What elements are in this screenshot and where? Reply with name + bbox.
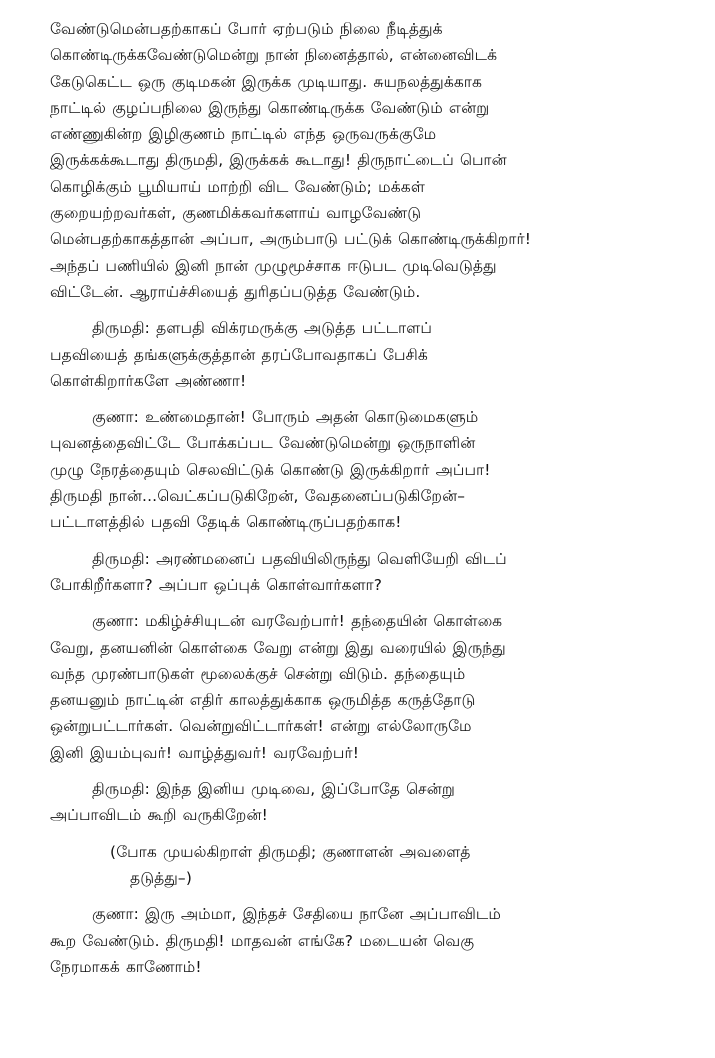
paragraph-2 bbox=[50, 315, 675, 394]
text-line: கேடுகெட்ட ஒரு குடிமகன் இருக்க முடியாது. சுயநலத்துக்காக bbox=[50, 72, 483, 91]
text-line: தடுத்து–) bbox=[130, 868, 193, 887]
text-line: ஒன்றுபட்டார்கள். வென்றுவிட்டார்கள்! என்று எல்லோருமே bbox=[50, 717, 472, 736]
text-line: திருமதி: தளபதி விக்ரமருக்கு அடுத்த பட்டாளப் bbox=[92, 319, 433, 338]
text-line: தனயனும் நாட்டின் எதிர் காலத்துக்காக ஒருமித்த கருத்தோடு bbox=[50, 691, 476, 710]
paragraph-3 bbox=[50, 404, 675, 535]
text-line: திருமதி: இந்த இனிய முடிவை, இப்போதே சென்று bbox=[92, 780, 455, 799]
text-line: வந்த முரண்பாடுகள் மூலைக்குச் சென்று விடும். தந்தையும் bbox=[50, 664, 466, 683]
text-line: போகிறீர்களா? அப்பா ஒப்புக் கொள்வார்களா? bbox=[50, 575, 383, 594]
text-line: கொள்கிறார்களே அண்ணா! bbox=[50, 371, 247, 390]
text-line: குணா: மகிழ்ச்சியுடன் வரவேற்பார்! தந்தையின் கொள்கை bbox=[92, 612, 503, 631]
text-line: குணா: உண்மைதான்! போரும் அதன் கொடுமைகளும் bbox=[92, 408, 479, 427]
text-line: அப்பாவிடம் கூறி வருகிறேன்! bbox=[50, 806, 268, 825]
text-line: திருமதி நான்...வெட்கப்படுகிறேன், வேதனைப்படுகிறேன்– bbox=[50, 487, 466, 506]
text-line: அந்தப் பணியில் இனி நான் முழுமூச்சாக ஈடுபட முடிவெடுத்து bbox=[50, 256, 497, 275]
text-line: கொழிக்கும் பூமியாய் மாற்றி விட வேண்டும்; மக்கள் bbox=[50, 177, 425, 196]
text-line: (போக முயல்கிறாள் திருமதி; குணாளன் அவளைத் bbox=[110, 842, 471, 861]
text-line: விட்டேன். ஆராய்ச்சியைத் துரிதப்படுத்த வேண்டும். bbox=[50, 282, 421, 301]
paragraph-5 bbox=[50, 608, 675, 766]
paragraph-1 bbox=[50, 16, 675, 305]
text-line: இனி இயம்புவர்! வாழ்த்துவர்! வரவேற்பர்! bbox=[50, 743, 360, 762]
stage-direction bbox=[50, 839, 675, 892]
paragraph-4 bbox=[50, 546, 675, 599]
paragraph-6 bbox=[50, 776, 675, 829]
text-line: வேறு, தனயனின் கொள்கை வேறு என்று இது வரையில் இருந்து bbox=[50, 638, 506, 657]
text-line: முழு நேரத்தையும் செலவிட்டுக் கொண்டு இருக்கிறார் அப்பா! bbox=[50, 460, 491, 479]
text-line: கொண்டிருக்கவேண்டுமென்று நான் நினைத்தால், என்னைவிடக் bbox=[50, 46, 498, 65]
text-line: மென்பதற்காகத்தான் அப்பா, அரும்பாடு பட்டுக் கொண்டிருக்கிறார்! bbox=[50, 230, 532, 249]
text-line: கூற வேண்டும். திருமதி! மாதவன் எங்கே? மடையன் வெகு bbox=[50, 931, 475, 950]
text-line: திருமதி: அரண்மனைப் பதவியிலிருந்து வெளியேறி விடப் bbox=[92, 549, 507, 568]
text-line: பதவியைத் தங்களுக்குத்தான் தரப்போவதாகப் பேசிக் bbox=[50, 345, 428, 364]
paragraph-8 bbox=[50, 901, 675, 980]
text-line: குறையற்றவர்கள், குணமிக்கவர்களாய் வாழவேண்டு bbox=[50, 204, 422, 223]
text-line: நாட்டில் குழப்பநிலை இருந்து கொண்டிருக்க வேண்டும் என்று bbox=[50, 98, 490, 117]
text-line: புவனத்தைவிட்டே போக்கப்பட வேண்டுமென்று ஒருநாளின் bbox=[50, 434, 476, 453]
text-line: இருக்கக்கூடாது திருமதி, இருக்கக் கூடாது! திருநாட்டைப் பொன் bbox=[50, 151, 507, 170]
text-line: பட்டாளத்தில் பதவி தேடிக் கொண்டிருப்பதற்காக! bbox=[50, 513, 402, 532]
text-line: நேரமாகக் காணோம்! bbox=[50, 957, 202, 976]
text-line: எண்ணுகின்ற இழிகுணம் நாட்டில் எந்த ஒருவருக்குமே bbox=[50, 125, 437, 144]
text-line: குணா: இரு அம்மா, இந்தச் சேதியை நானே அப்பாவிடம் bbox=[92, 905, 501, 924]
text-line: வேண்டுமென்பதற்காகப் போர் ஏற்படும் நிலை நீடித்துக் bbox=[50, 20, 443, 38]
